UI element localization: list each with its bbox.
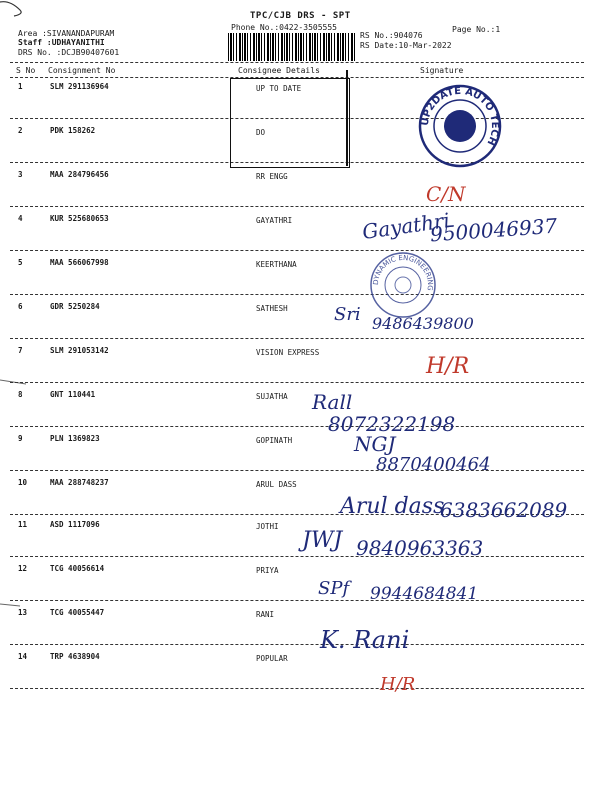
row-consignment-number: KUR 525680653 xyxy=(50,214,109,223)
row-divider xyxy=(10,556,584,557)
handwritten-phone-4: 9500046937 xyxy=(429,213,558,247)
handwritten-phone-8: 8072322198 xyxy=(328,412,456,436)
row-consignment-number: MAA 284796456 xyxy=(50,170,109,179)
row-consignment-number: PLN 1369823 xyxy=(50,434,100,443)
row-divider xyxy=(10,382,584,383)
row-consignment-number: GNT 110441 xyxy=(50,390,96,399)
handwritten-signature-10: Arul dass xyxy=(340,494,445,519)
rs-date: RS Date:10-Mar-2022 xyxy=(360,41,452,50)
row-sno: 13 xyxy=(18,608,28,617)
row-sno: 11 xyxy=(18,520,28,529)
handwritten-signature-6: Sri xyxy=(334,304,361,325)
area-field: Area :SIVANANDAPURAM xyxy=(18,29,115,38)
row-consignee: SATHESH xyxy=(256,304,288,313)
row-consignee: RR ENGG xyxy=(256,172,288,181)
row-divider xyxy=(10,426,584,427)
handwritten-phone-6: 9486439800 xyxy=(372,314,474,333)
row-sno: 10 xyxy=(18,478,28,487)
upto-date-stamp-text: UP2DATE AUTO TECH xyxy=(419,85,501,147)
handwritten-signature-8: Rall xyxy=(312,390,353,414)
row-sno: 5 xyxy=(18,258,23,267)
hand-drawn-box-edge xyxy=(346,70,348,166)
row-sno: 6 xyxy=(18,302,23,311)
row-consignee: PRIYA xyxy=(256,566,279,575)
scan-edge-mark xyxy=(0,0,30,20)
row-divider xyxy=(10,600,584,601)
document-title: TPC/CJB DRS - SPT xyxy=(250,11,351,21)
handwritten-phone-10: 6383662089 xyxy=(440,498,568,522)
handwritten-signature-12: SPf xyxy=(318,578,350,599)
col-consignee: Consignee Details xyxy=(238,66,320,75)
handwritten-signature-11: JWJ xyxy=(302,528,343,553)
row-sno: 7 xyxy=(18,346,23,355)
barcode xyxy=(228,33,356,61)
row-sno: 8 xyxy=(18,390,23,399)
row-consignee: RANI xyxy=(256,610,275,619)
header-divider xyxy=(10,62,584,63)
handwritten-signature-9: NGJ xyxy=(354,432,396,456)
row-consignee: GAYATHRI xyxy=(256,216,293,225)
row-divider xyxy=(10,688,584,689)
row-divider xyxy=(10,644,584,645)
row-consignment-number: GDR 5250284 xyxy=(50,302,100,311)
handwritten-phone-9: 8870400464 xyxy=(376,454,491,475)
row-divider xyxy=(10,294,584,295)
row-consignment-number: TRP 4638904 xyxy=(50,652,100,661)
handwritten-note-hr: H/R xyxy=(426,354,470,379)
row-sno: 12 xyxy=(18,564,28,573)
phone-number: Phone No.:0422-3505555 xyxy=(231,23,337,32)
dynamic-engineering-stamp xyxy=(368,250,438,320)
row-sno: 9 xyxy=(18,434,23,443)
row-consignee: SUJATHA xyxy=(256,392,288,401)
handwritten-phone-12: 9944684841 xyxy=(370,584,479,604)
row-consignee: DO xyxy=(256,128,266,137)
dynamic-engineering-stamp-text: DYNAMIC ENGINEERING xyxy=(371,253,435,292)
col-consignment: Consignment No xyxy=(48,66,116,75)
row-consignee: UP TO DATE xyxy=(256,84,302,93)
drs-number: DRS No. :DCJB90407601 xyxy=(18,48,120,57)
row-sno: 14 xyxy=(18,652,28,661)
row-consignment-number: SLM 291136964 xyxy=(50,82,109,91)
row-consignee: VISION EXPRESS xyxy=(256,348,320,357)
handwritten-phone-11: 9840963363 xyxy=(356,536,484,560)
row-consignee: ARUL DASS xyxy=(256,480,297,489)
handwritten-signature-4: Gayathri xyxy=(360,207,452,245)
row-consignee: POPULAR xyxy=(256,654,288,663)
upto-date-stamp xyxy=(418,84,502,168)
row-consignment-number: MAA 566067998 xyxy=(50,258,109,267)
row-consignment-number: ASD 1117096 xyxy=(50,520,100,529)
row-consignment-number: MAA 288748237 xyxy=(50,478,109,487)
row-consignment-number: PDK 158262 xyxy=(50,126,96,135)
row-consignment-number: TCG 40056614 xyxy=(50,564,105,573)
page-number: Page No.:1 xyxy=(452,25,501,34)
row-sno: 1 xyxy=(18,82,23,91)
rs-number: RS No.:904076 xyxy=(360,31,423,40)
row-divider xyxy=(10,206,584,207)
handwritten-note-cn: C/N xyxy=(426,182,466,206)
row-consignment-number: SLM 291053142 xyxy=(50,346,109,355)
row-divider xyxy=(10,338,584,339)
row-divider xyxy=(10,250,584,251)
row-consignment-number: TCG 40055447 xyxy=(50,608,105,617)
handwritten-note-hr-14: H/R xyxy=(380,674,416,695)
row-divider xyxy=(10,470,584,471)
row-sno: 2 xyxy=(18,126,23,135)
row-consignee: JOTHI xyxy=(256,522,279,531)
col-sno: S No xyxy=(16,66,36,75)
staff-field: Staff :UDHAYANITHI xyxy=(18,38,105,47)
hand-drawn-box xyxy=(230,78,350,168)
svg-text:DYNAMIC ENGINEERING xyxy=(372,254,434,291)
row-consignee: GOPINATH xyxy=(256,436,293,445)
row-sno: 4 xyxy=(18,214,23,223)
col-signature: Signature xyxy=(420,66,464,75)
handwritten-signature-13: K. Rani xyxy=(320,626,410,654)
row-sno: 3 xyxy=(18,170,23,179)
row-consignee: KEERTHANA xyxy=(256,260,297,269)
